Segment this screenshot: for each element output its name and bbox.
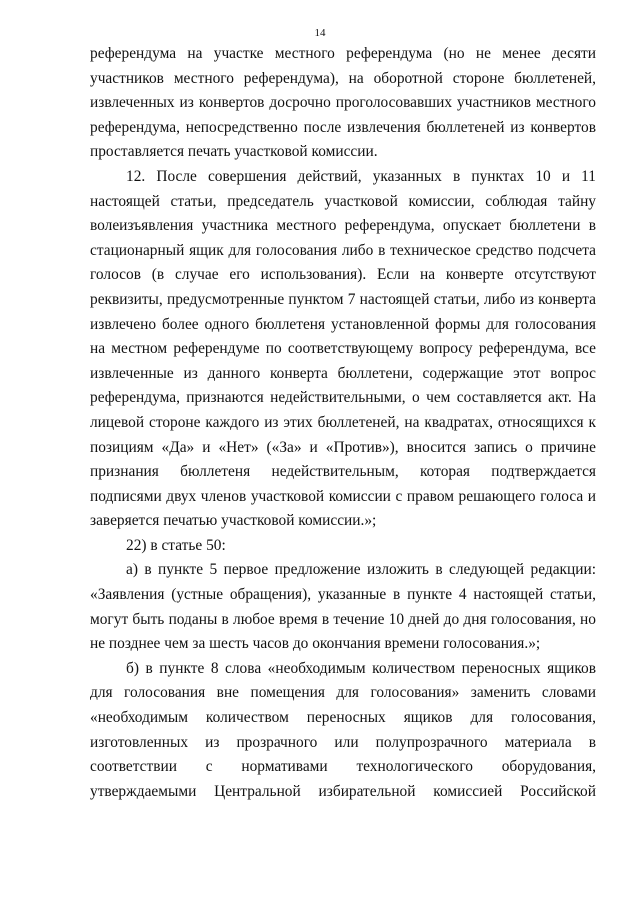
paragraph-item-12: 12. После совершения действий, указанных в пунктах 10 и 11 настоящей статьи, председатель участковой комиссии, соблюдая тайну волеизъявления участника местного референдума, опускает бюллетени в стационарный ящик для голосования либо в техническое средство подсчета голосов (в случае его использования). Если на конверте отсутствуют реквизиты, предусмотренные пунктом 7 настоящей статьи, либо из конверта извлечено более одного бюллетеня установленной формы для голосования на местном референдуме по соответствующему вопросу референдума, все извлеченные из данного конверта бюллетени, содержащие этот вопрос референдума, признаются недействительными, о чем составляется акт. На лицевой стороне каждого из этих бюллетеней, на квадратах, относящихся к позициям «Да» и «Нет» («За» и «Против»), вносится запись о причине признания бюллетеня недействительным, которая подтверждается подписями двух членов участковой комиссии с правом решающего голоса и заверяется печатью участковой комиссии.»;	[90, 167, 596, 530]
paragraph-item-22: 22) в статье 50:	[126, 536, 226, 554]
document-body	[90, 42, 596, 804]
paragraph-subitem-a: а) в пункте 5 первое предложение изложить в следующей редакции: «Заявления (устные обращения), указанные в пункте 4 настоящей статьи, могут быть поданы в любое время в течение 10 дней до дня голосования, но не позднее чем за шесть часов до окончания времени голосования.»;	[90, 561, 596, 653]
paragraph-ballot-stamp: референдума на участке местного референдума (но не менее десяти участников местного референдума), на оборотной стороне бюллетеней, извлеченных из конвертов досрочно проголосовавших участников местного референдума, непосредственно после извлечения бюллетеней из конвертов проставляется печать участковой комиссии.	[90, 45, 596, 161]
paragraph-subitem-b: б) в пункте 8 слова «необходимым количеством переносных ящиков для голосования вне помещения для голосования» заменить словами «необходимым количеством переносных ящиков для голосования, изготовленных из прозрачного или полупрозрачного материала в соответствии с нормативами технологического оборудования, утверждаемыми Центральной избирательной комиссией Российской	[90, 659, 596, 800]
page-number: 14	[314, 27, 326, 39]
